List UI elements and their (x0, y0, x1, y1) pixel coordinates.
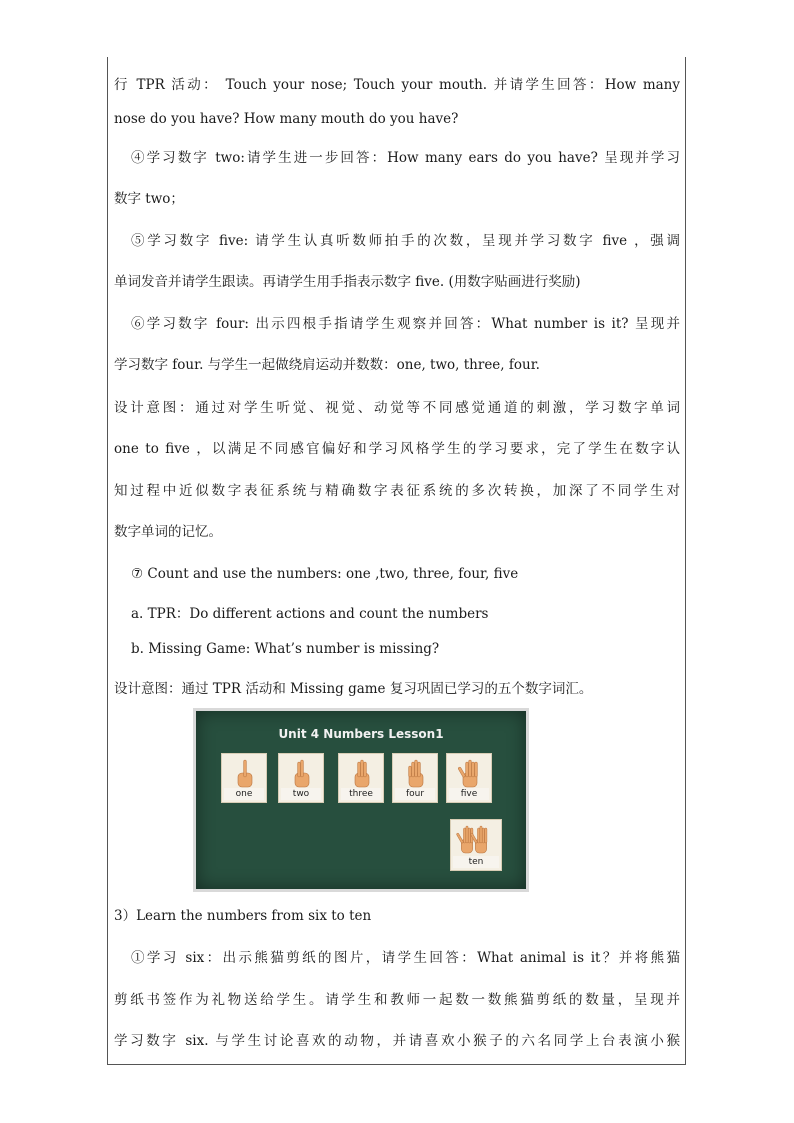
text-line: 学习数字 four. 与学生一起做绕肩运动并数数：one, two, three, four. (114, 357, 540, 373)
text-line: 数字单词的记忆。 (114, 524, 222, 540)
hand-three-icon (344, 756, 380, 790)
number-card-four (392, 753, 438, 803)
text-line: ⑤学习数字 five: 请学生认真听数师拍手的次数，呈现并学习数字 five ，强调 (131, 233, 680, 249)
text-line: one to five ，以满足不同感官偏好和学习风格学生的学习要求，完了学生在数字认 (114, 441, 680, 457)
number-card-five (446, 753, 492, 803)
text-line: 单词发音并请学生跟读。再请学生用手指表示数字 five. (用数字贴画进行奖励) (114, 274, 581, 290)
card-label: three (341, 788, 381, 800)
hand-five-icon (452, 756, 488, 790)
number-card-three (338, 753, 384, 803)
number-card-two (278, 753, 324, 803)
slide-title: Unit 4 Numbers Lesson1 (278, 727, 444, 741)
text-line: 3）Learn the numbers from six to ten (114, 908, 372, 924)
slide-image (193, 708, 529, 892)
text-line: 学习数字 six. 与学生讨论喜欢的动物，并请喜欢小猴子的六名同学上台表演小猴 (114, 1033, 680, 1049)
number-card-ten (450, 819, 502, 871)
text-line: ④学习数字 two:请学生进一步回答：How many ears do you have? 呈现并学习 (131, 150, 680, 166)
number-card-one (221, 753, 267, 803)
text-line: a. TPR：Do different actions and count the numbers (131, 606, 489, 622)
text-line: nose do you have? How many mouth do you have? (114, 111, 459, 127)
hand-four-icon (398, 756, 434, 790)
text-line: 行 TPR 活动： Touch your nose; Touch your mouth. 并请学生回答：How many (114, 77, 680, 93)
hand-one-icon (227, 756, 263, 790)
card-label: four (395, 788, 435, 800)
text-line: 数字 two； (114, 191, 184, 207)
card-label: five (449, 788, 489, 800)
hands-ten-icon (456, 822, 492, 856)
card-label: ten (453, 856, 499, 868)
text-line: ⑦ Count and use the numbers: one ,two, three, four, five (131, 566, 519, 582)
text-line: 设计意图：通过对学生听觉、视觉、动觉等不同感觉通道的刺激，学习数字单词 (114, 400, 680, 416)
card-label: one (224, 788, 264, 800)
card-label: two (281, 788, 321, 800)
text-line: 知过程中近似数字表征系统与精确数字表征系统的多次转换，加深了不同学生对 (114, 483, 680, 499)
text-line: b. Missing Game: What’s number is missing? (131, 641, 440, 657)
text-line: 剪纸书签作为礼物送给学生。请学生和教师一起数一数熊猫剪纸的数量，呈现并 (114, 992, 680, 1008)
text-line: ①学习 six：出示熊猫剪纸的图片，请学生回答：What animal is it？并将熊猫 (131, 950, 680, 966)
text-line: 设计意图：通过 TPR 活动和 Missing game 复习巩固已学习的五个数字词汇。 (114, 681, 593, 697)
text-line: ⑥学习数字 four: 出示四根手指请学生观察并回答：What number is it? 呈现并 (131, 316, 680, 332)
hand-two-icon (284, 756, 320, 790)
